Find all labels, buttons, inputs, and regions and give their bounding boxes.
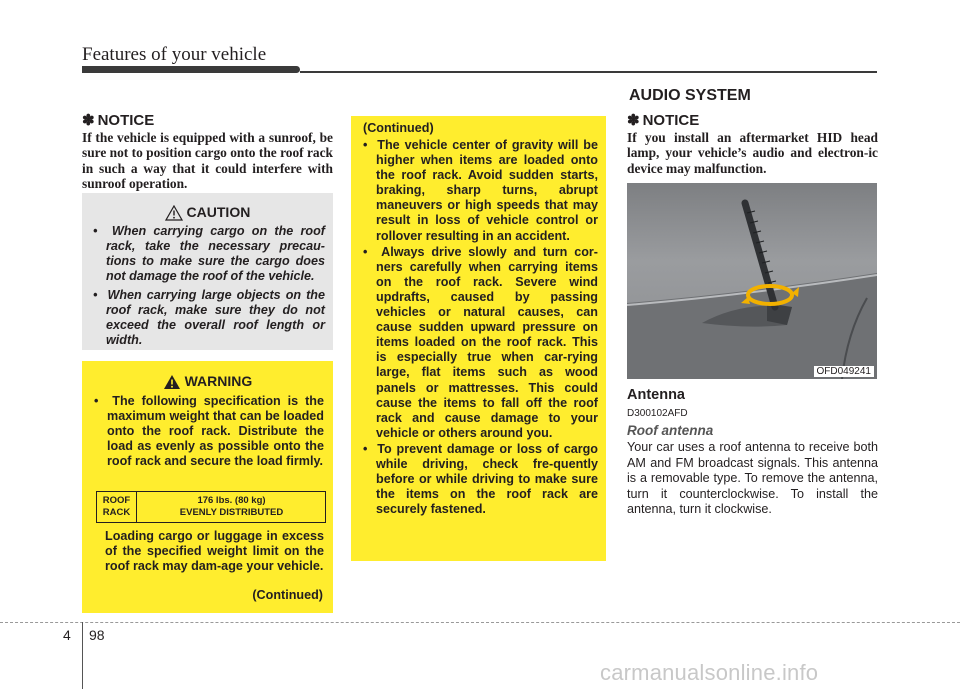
caution-item-text: When carrying large objects on the roof rack, make sure they do not exceed the overall roof length or width. — [106, 288, 325, 347]
audio-notice-text: If you install an aftermarket HID head lamp, your vehicle’s audio and electron-ic device may malfunction. — [627, 130, 878, 176]
audio-notice-title: NOTICE — [642, 112, 700, 129]
warning-continued: (Continued) — [252, 588, 323, 602]
left-notice-title: NOTICE — [97, 112, 155, 129]
notice-star-icon: ✽ — [627, 112, 640, 129]
spec-value-cell — [138, 492, 325, 522]
roof-rack-spec-table — [96, 491, 326, 523]
section-code: D300102AFD — [627, 408, 688, 419]
notice-star-icon: ✽ — [82, 112, 95, 129]
antenna-title: Antenna — [627, 387, 685, 403]
caution-item-text: When carrying cargo on the roof rack, take the necessary precau-tions to make sure the cargo does not damage the roof of the vehicle. — [106, 224, 325, 283]
warning-item: • The following specification is the maximum weight that can be loaded onto the roof rack. Distribute the load as evenly as possible onto the roof rack and secure the load firmly. — [94, 394, 324, 469]
footer-dashed-rule — [0, 622, 960, 623]
continued-item-text: Always drive slowly and turn cor-ners carefully when carrying items on the roof rack. Severe wind updrafts, caused by passing vehicles or natural causes, can cause sudden upward pressure on items loaded on the roof rack. This is especially true when car-rying large, flat items such as wood panels or mattresses. This could cause the items to fall off the roof rack and cause damage to your vehicle or others around you. — [376, 244, 598, 440]
page-header-title: Features of your vehicle — [82, 44, 267, 65]
continued-heading: (Continued) — [363, 121, 434, 135]
warning-overload-text: Loading cargo or luggage in excess of the specified weight limit on the roof rack may dam-age your vehicle. — [105, 529, 324, 574]
header-bar — [82, 66, 300, 73]
caution-box — [82, 193, 333, 350]
spec-label-line1: ROOF — [102, 495, 131, 506]
header-rule — [300, 71, 877, 73]
continued-item: • To prevent damage or loss of cargo while driving, check fre-quently before or while driving to make sure the items on the roof rack are securely fastened. — [363, 441, 598, 517]
roof-antenna-title: Roof antenna — [627, 423, 714, 438]
continued-item: • Always drive slowly and turn cor-ners carefully when carrying items on the roof rack. Severe wind updrafts, caused by passing vehicles or natural causes, can cause sudden upward pressure on items loaded on the roof rack. This is especially true when car-rying large, flat items such as wood panels or mattresses. This could cause the items to fall off the roof rack and cause damage to your vehicle or others around you. — [363, 244, 598, 440]
spec-label-line2: RACK — [102, 507, 131, 518]
page-number: 98 — [89, 627, 105, 643]
spec-value-line1: 176 lbs. (80 kg) — [197, 495, 266, 506]
continued-item-text: The vehicle center of gravity will be higher when items are loaded onto the roof rack. Avoid sudden starts, braking, sharp turns, abrupt maneuvers or high speeds that may result in loss of vehicle control or rollover resulting in an accident. — [376, 138, 598, 243]
audio-notice-heading — [627, 111, 699, 129]
caution-triangle-icon — [165, 205, 183, 221]
left-notice-heading — [82, 111, 154, 129]
watermark: carmanualsonline.info — [600, 660, 819, 685]
caution-item: • When carrying large objects on the roof rack, make sure they do not exceed the overall roof length or width. — [93, 288, 325, 347]
spec-value-line2: EVENLY DISTRIBUTED — [179, 507, 284, 518]
warning-item-text: The following specification is the maximum weight that can be loaded onto the roof rack. Distribute the load as evenly as possible onto the roof rack and secure the load firmly. — [107, 394, 324, 469]
audio-system-title: AUDIO SYSTEM — [629, 87, 751, 104]
spec-label-cell — [97, 492, 137, 522]
caution-title: CAUTION — [186, 204, 251, 220]
warning-triangle-icon — [163, 374, 181, 390]
warning-title: WARNING — [184, 373, 253, 389]
chapter-number: 4 — [63, 627, 71, 643]
continued-warning-box — [351, 116, 606, 561]
roof-antenna-text: Your car uses a roof antenna to receive both AM and FM broadcast signals. This antenna is a removable type. To remove the antenna, turn it counterclockwise. To install the antenna, turn it clockwise. — [627, 440, 878, 517]
caution-item: • When carrying cargo on the roof rack, take the necessary precau-tions to make sure the cargo does not damage the roof of the vehicle. — [93, 224, 325, 283]
warning-box — [82, 361, 333, 613]
footer-divider — [82, 622, 83, 689]
left-notice-text: If the vehicle is equipped with a sunroof, be sure not to position cargo onto the roof rack in such a way that it could interfere with sunroof operation. — [82, 130, 333, 192]
roof-antenna-photo — [627, 183, 877, 379]
photo-caption: OFD049241 — [814, 366, 874, 377]
continued-item: • The vehicle center of gravity will be higher when items are loaded onto the roof rack. Avoid sudden starts, braking, sharp turns, abrupt maneuvers or high speeds that may result in loss of vehicle control or rollover resulting in an accident. — [363, 138, 598, 243]
roof-antenna-illustration — [627, 183, 877, 379]
continued-item-text: To prevent damage or loss of cargo while driving, check fre-quently before or while driving to make sure the items on the roof rack are securely fastened. — [376, 441, 598, 517]
